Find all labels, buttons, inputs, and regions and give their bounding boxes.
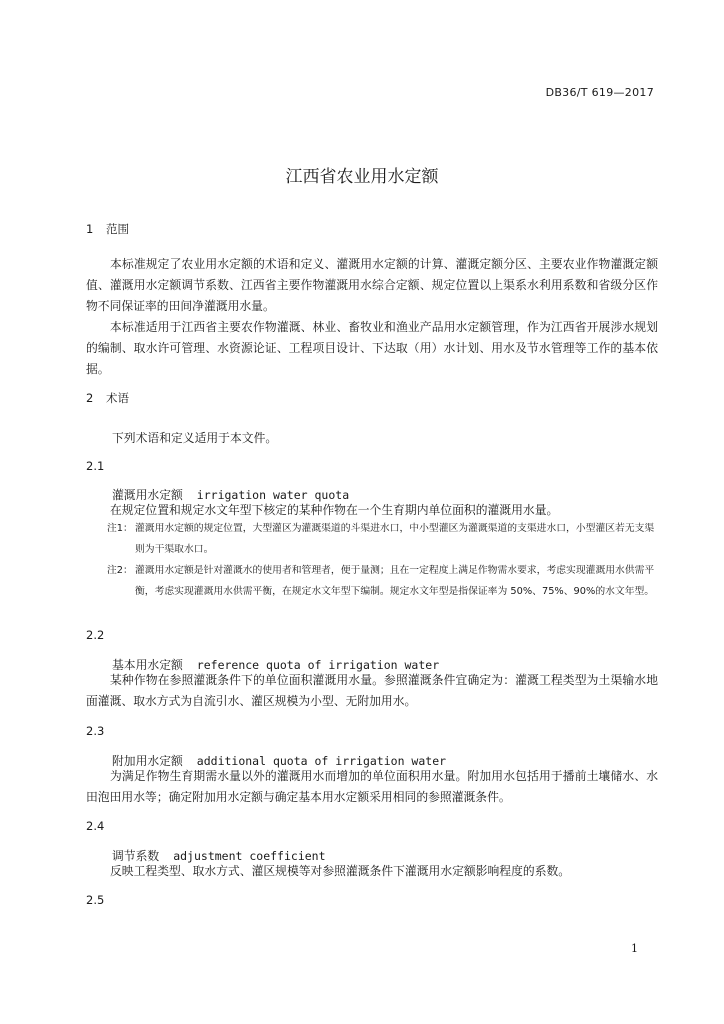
- term-definition: 反映工程类型、取水方式、灌区规模等对参照灌溉条件下灌溉用水定额影响程度的系数。: [110, 864, 571, 878]
- term-chinese: 灌溉用水定额: [112, 488, 183, 502]
- term-english: reference quota of irrigation water: [196, 658, 440, 672]
- term-english: additional quota of irrigation water: [196, 754, 447, 768]
- document-title: 江西省农业用水定额: [285, 167, 439, 187]
- term-definition: 某种作物在参照灌溉条件下的单位面积灌溉用水量。参照灌溉条件宜确定为：灌溉工程类型为土渠输水地面灌溉、取水方式为自流引水、灌区规模为小型、无附加用水。: [86, 673, 658, 708]
- term-note: [107, 518, 658, 560]
- note-label: 注2：: [107, 565, 133, 576]
- section-heading-terms: [86, 390, 129, 406]
- term-chinese: 调节系数: [112, 849, 160, 863]
- term-number: 2.5: [86, 893, 105, 907]
- term-number: 2.3: [86, 724, 105, 738]
- term-chinese: 附加用水定额: [112, 754, 183, 768]
- note-label: 注1：: [107, 523, 133, 534]
- term-definition: 为满足作物生育期需水量以外的灌溉用水而增加的单位面积用水量。附加用水包括用于播前土壤储水、水田泡田用水等；确定附加用水定额与确定基本用水定额采用相同的参照灌溉条件。: [86, 769, 658, 804]
- section-title: 术语: [106, 391, 129, 405]
- scope-paragraph-1: 本标准规定了农业用水定额的术语和定义、灌溉用水定额的计算、灌溉定额分区、主要农业作物灌溉定额值、灌溉用水定额调节系数、江西省主要作物灌溉用水综合定额、规定位置以上渠系水利用系数和省级分区作物不同保证率的田间净灌溉用水量。: [86, 257, 658, 313]
- note-text: 灌溉用水定额是针对灌溉水的使用者和管理者，便于量测；且在一定程度上满足作物需水要求，考虑实现灌溉用水供需平衡，考虑实现灌溉用水供需平衡，在规定水文年型下编制。规定水文年型是指保证率为 50%、75%、90%的水文年型。: [135, 565, 655, 597]
- term-number: 2.4: [86, 819, 105, 833]
- section-title: 范围: [106, 222, 129, 236]
- term-english: adjustment coefficient: [173, 849, 326, 863]
- scope-paragraph-2: 本标准适用于江西省主要农作物灌溉、林业、畜牧业和渔业产品用水定额管理，作为江西省开展涉水规划的编制、取水许可管理、水资源论证、工程项目设计、下达取（用）水计划、用水及节水管理等工作的基本依据。: [86, 320, 658, 376]
- page-number: 1: [631, 942, 638, 955]
- term-note: [107, 560, 658, 602]
- section-number: 1: [86, 222, 94, 236]
- term-number: 2.1: [86, 459, 105, 473]
- section-number: 2: [86, 391, 94, 405]
- term-number: 2.2: [86, 628, 105, 642]
- section-heading-scope: [86, 221, 129, 237]
- term-chinese: 基本用水定额: [112, 658, 183, 672]
- terms-intro: 下列术语和定义适用于本文件。: [112, 431, 278, 445]
- document-code: DB36/T 619—2017: [545, 86, 654, 99]
- term-english: irrigation water quota: [196, 488, 350, 502]
- term-definition: 在规定位置和规定水文年型下核定的某种作物在一个生育期内单位面积的灌溉用水量。: [110, 503, 559, 517]
- note-text: 灌溉用水定额的规定位置，大型灌区为灌溉渠道的斗渠进水口，中小型灌区为灌溉渠道的支渠进水口，小型灌区若无支渠则为干渠取水口。: [135, 523, 655, 555]
